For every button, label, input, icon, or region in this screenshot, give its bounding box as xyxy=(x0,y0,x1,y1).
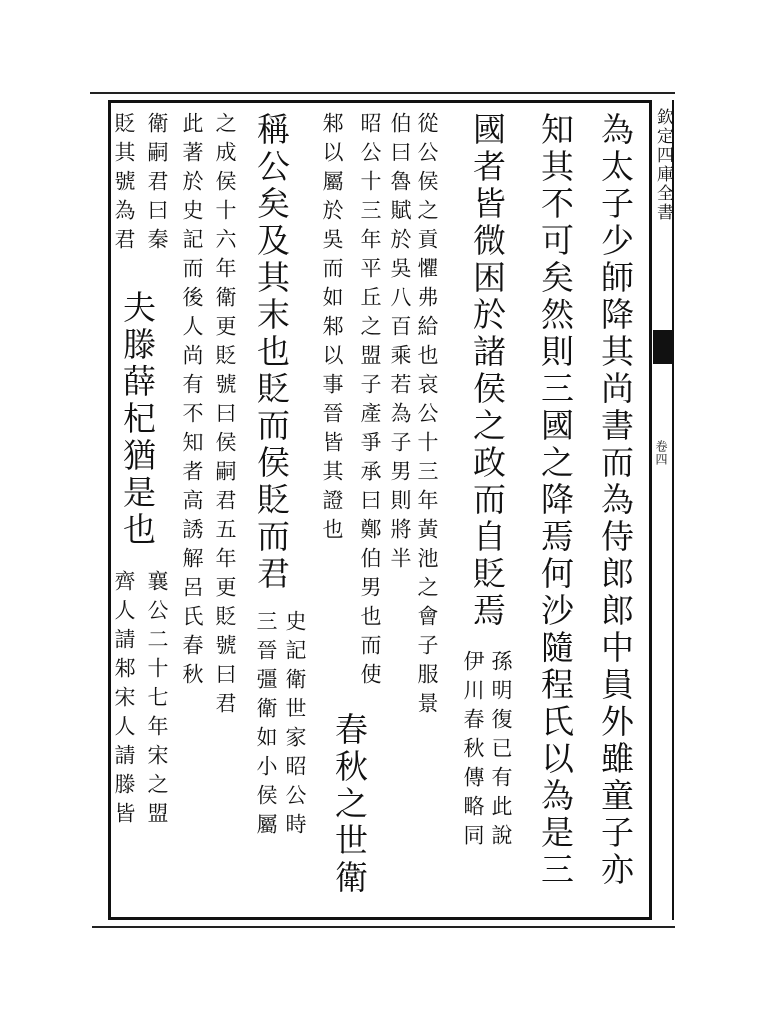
text-column-10: 此著於史記而後人尚有不知者高誘解呂氏春秋 xyxy=(180,112,204,692)
text-column-1: 為太子少師降其尚書而為侍郎郎中員外雖童子亦 xyxy=(596,112,635,889)
text-column-12: 貶其號為君 xyxy=(112,112,136,257)
text-column-8-note-left: 三晉彊衛如小侯屬 xyxy=(254,610,278,842)
text-column-5-main: 春秋之世衛 xyxy=(330,712,369,897)
margin-juan: 卷四 xyxy=(654,440,668,466)
text-column-2: 知其不可矣然則三國之降焉何沙隨程氏以為是三 xyxy=(536,112,575,889)
text-column-8-note-right: 史記衛世家昭公時 xyxy=(283,610,307,842)
text-column-11-main: 夫滕薛杞猶是也 xyxy=(118,290,157,549)
text-column-8: 稱公矣及其末也貶而侯貶而君 xyxy=(252,112,291,593)
text-column-11: 衛嗣君曰秦 xyxy=(145,112,169,257)
margin-title: 欽定四庫全書 xyxy=(653,108,673,222)
margin-band xyxy=(652,100,674,920)
text-column-3-note-right: 孫明復已有此說 xyxy=(489,650,513,853)
text-column-6: 昭公十三年平丘之盟子產爭承曰鄭伯男也而使 xyxy=(358,112,382,692)
text-column-7: 邾以屬於吳而如邾以事晉皆其證也 xyxy=(320,112,344,547)
fishtail-mark xyxy=(653,330,673,364)
bottom-rule xyxy=(92,926,675,928)
text-column-5: 伯曰魯賦於吳八百乘若為子男則將半 xyxy=(388,112,412,576)
text-column-12-note: 齊人請邾宋人請滕皆 xyxy=(112,570,136,831)
top-rule xyxy=(90,92,675,94)
text-column-3: 國者皆微困於諸侯之政而自貶焉 xyxy=(468,112,507,630)
text-column-9: 之成侯十六年衛更貶號曰侯嗣君五年更貶號曰君 xyxy=(213,112,237,721)
text-column-11-note: 襄公二十七年宋之盟 xyxy=(145,570,169,831)
text-column-4: 從公侯之貢懼弗給也哀公十三年黃池之會子服景 xyxy=(415,112,439,721)
text-column-3-note-left: 伊川春秋傳略同 xyxy=(461,650,485,853)
